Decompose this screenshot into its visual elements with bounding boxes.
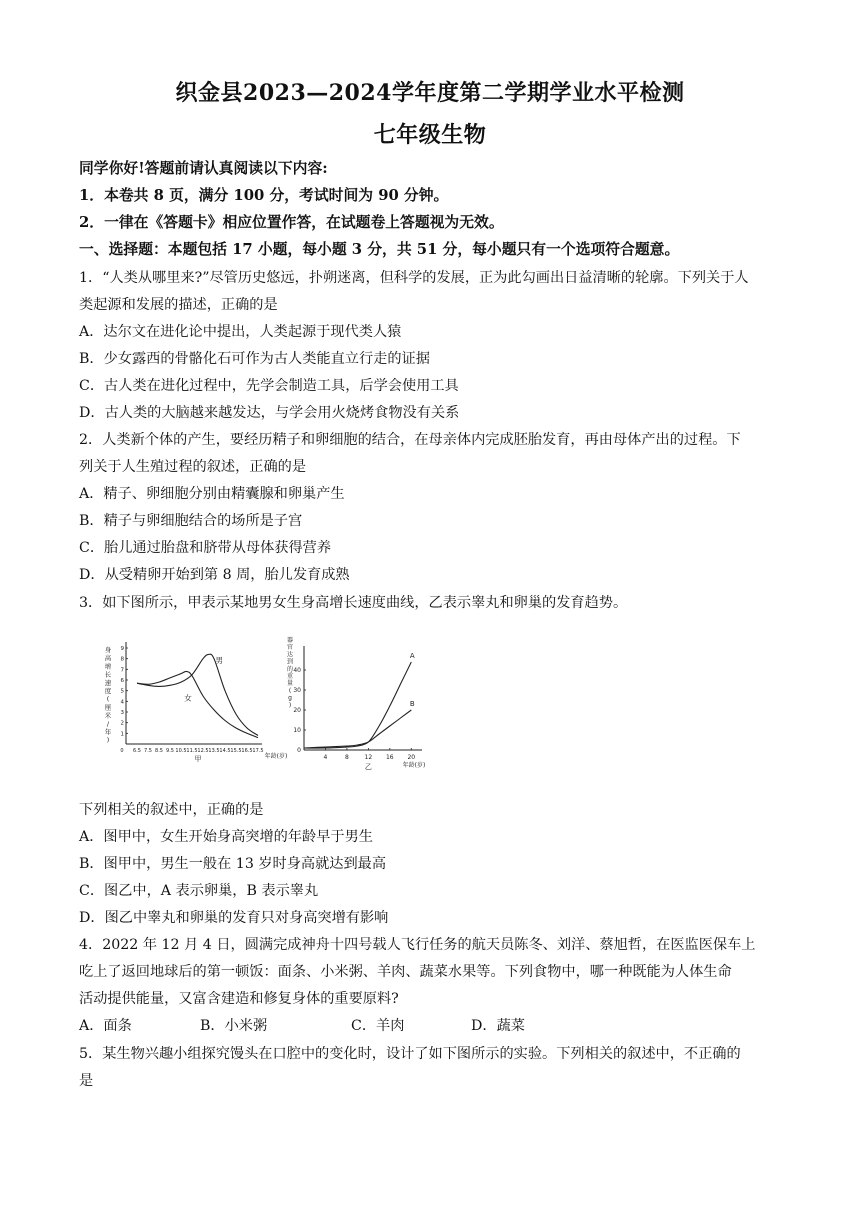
y-axis-label-char: 米 xyxy=(104,711,112,720)
q3-stem: 3．如下图所示，甲表示某地男女生身高增长速度曲线，乙表示睾丸和卵巢的发育趋势。 xyxy=(79,595,628,611)
x-tick-label: 16.5 xyxy=(241,748,253,754)
q1-option-a: A．达尔文在进化论中提出，人类起源于现代类人猿 xyxy=(79,324,402,340)
q4-option-d: D．蔬菜 xyxy=(471,1018,525,1034)
exam-title: 织金县2023—2024学年度第二学期学业水平检测 xyxy=(175,80,685,106)
q4-stem-line-3: 活动提供能量，又富含建造和修复身体的重要原料? xyxy=(79,991,399,1007)
x-tick-label: 14.5 xyxy=(219,748,231,754)
y-axis-label-char: 官 xyxy=(286,644,294,652)
y-tick-label: 2 xyxy=(120,720,124,727)
y-tick-label: 0 xyxy=(297,747,301,754)
y-axis-label-char: ( xyxy=(106,695,110,704)
x-tick-label: 13.5 xyxy=(208,748,220,754)
q3-option-b: B．图甲中，男生一般在 13 岁时身高就达到最高 xyxy=(79,856,387,872)
y-axis-label-char: 厘 xyxy=(104,703,112,712)
q4-stem-line-1: 4．2022 年 12 月 4 日，圆满完成神舟十四号载人飞行任务的航天员陈冬、刘洋、蔡旭哲，在医监医保车上 xyxy=(79,937,756,953)
y-axis-label-char: 年 xyxy=(104,728,112,736)
q2-stem-line-1: 2．人类新个体的产生，要经历精子和卵细胞的结合，在母亲体内完成胚胎发育，再由母体产出的过程。下 xyxy=(79,432,741,448)
q3-option-c: C．图乙中，A 表示卵巢，B 表示睾丸 xyxy=(79,883,319,899)
x-tick-label: 12 xyxy=(364,754,373,761)
q2-stem-line-2: 列关于人生殖过程的叙述，正确的是 xyxy=(79,459,307,475)
q3-option-d: D．图乙中睾丸和卵巢的发育只对身高突增有影响 xyxy=(79,910,389,926)
y-axis-label-char: ( xyxy=(288,687,292,695)
x-tick-label: 4 xyxy=(323,754,328,761)
y-axis-label-char: 器 xyxy=(286,637,294,644)
x-tick-label: 8 xyxy=(344,754,349,761)
y-axis-label-char: 达 xyxy=(286,651,294,659)
y-axis-label-char: / xyxy=(106,719,110,728)
y-tick-label: 6 xyxy=(120,678,124,684)
x-tick-label: 6.5 xyxy=(133,748,141,754)
q3-option-a: A．图甲中，女生开始身高突增的年龄早于男生 xyxy=(79,829,373,845)
y-axis-label-char: 长 xyxy=(104,670,112,679)
x-axis-label: 年龄(岁) xyxy=(402,762,426,769)
series-line-a xyxy=(304,662,411,748)
chart-height-growth xyxy=(100,632,290,777)
y-tick-label: 9 xyxy=(120,646,124,652)
y-tick-label: 7 xyxy=(120,667,124,674)
chart-organ-weight xyxy=(282,632,442,777)
x-tick-label: 7.5 xyxy=(144,748,152,754)
x-tick-label: 20 xyxy=(407,754,416,761)
y-axis-label-char: 度 xyxy=(104,687,112,695)
y-axis-label xyxy=(105,645,112,744)
q2-option-c: C．胎儿通过胎盘和脐带从母体获得营养 xyxy=(79,540,332,556)
x-tick-label: 10.5 xyxy=(175,748,187,754)
q5-stem-line-2: 是 xyxy=(79,1073,94,1089)
q4-option-a: A．面条 xyxy=(79,1018,132,1034)
q2-option-a: A．精子、卵细胞分别由精囊腺和卵巢产生 xyxy=(79,486,345,502)
x-tick-label: 12.5 xyxy=(197,748,209,754)
y-axis-label-char: ) xyxy=(288,701,292,709)
y-tick-label: 40 xyxy=(293,667,301,674)
y-axis-label-char: 量 xyxy=(286,680,294,688)
y-tick-label: 1 xyxy=(120,731,124,738)
x-tick-label: 16 xyxy=(385,754,394,761)
y-tick-label: 5 xyxy=(120,688,124,695)
series-line-male xyxy=(137,654,258,735)
exam-subtitle: 七年级生物 xyxy=(373,122,487,148)
q1-option-d: D．古人类的大脑越来越发达，与学会用火烧烤食物没有关系 xyxy=(79,405,460,421)
y-tick-label: 3 xyxy=(120,710,124,716)
chart-caption: 甲 xyxy=(194,755,202,763)
q1-stem-line-1: 1．“人类从哪里来?”尽管历史悠远，扑朔迷离，但科学的发展，正为此勾画出日益清晰的轮廓。下列关于人 xyxy=(79,270,749,286)
q4-option-b: B．小米粥 xyxy=(200,1018,268,1034)
y-axis-label xyxy=(287,636,293,709)
y-axis-label-char: 到 xyxy=(286,658,294,666)
series-label: 女 xyxy=(184,693,192,703)
q5-stem-line-1: 5．某生物兴趣小组探究馒头在口腔中的变化时，设计了如下图所示的实验。下列相关的叙述中，不正确的 xyxy=(79,1046,741,1062)
x-tick-label: 8.5 xyxy=(155,748,163,754)
x-tick-label: 11.5 xyxy=(186,748,198,754)
q3-lead: 下列相关的叙述中，正确的是 xyxy=(79,802,264,818)
x-axis-label: 年龄(岁) xyxy=(264,753,288,760)
notice-1: 1．本卷共 8 页，满分 100 分，考试时间为 90 分钟。 xyxy=(79,187,449,204)
chart-caption: 乙 xyxy=(364,763,372,771)
q4-option-c: C．羊肉 xyxy=(351,1018,405,1034)
y-axis-label-char: 增 xyxy=(104,662,112,671)
y-axis-label-char: 重 xyxy=(286,673,294,680)
x-tick-label: 0 xyxy=(120,748,124,754)
y-tick-label: 4 xyxy=(120,699,124,706)
series-line-female xyxy=(137,671,258,737)
y-axis-label-char: ) xyxy=(106,736,110,745)
series-line-b xyxy=(304,710,411,748)
y-axis-label-char: g xyxy=(288,694,292,702)
q1-stem-line-2: 类起源和发展的描述，正确的是 xyxy=(79,297,278,313)
q2-option-b: B．精子与卵细胞结合的场所是子宫 xyxy=(79,513,303,529)
x-tick-label: 9.5 xyxy=(166,748,174,754)
y-tick-label: 30 xyxy=(293,687,301,694)
section-1-heading: 一、选择题：本题包括 17 小题，每小题 3 分，共 51 分，每小题只有一个选项符合题意。 xyxy=(79,241,680,258)
y-tick-label: 8 xyxy=(120,656,124,663)
q1-option-b: B．少女露西的骨骼化石可作为古人类能直立行走的证据 xyxy=(79,351,430,367)
y-axis-label-char: 速 xyxy=(104,678,112,687)
series-label: A xyxy=(409,652,415,660)
notice-greeting: 同学你好!答题前请认真阅读以下内容: xyxy=(79,160,328,177)
y-tick-label: 10 xyxy=(293,727,301,734)
q2-option-d: D．从受精卵开始到第 8 周，胎儿发育成熟 xyxy=(79,567,350,583)
q4-stem-line-2: 吃上了返回地球后的第一顿饭：面条、小米粥、羊肉、蔬菜水果等。下列食物中，哪一种既能为人体生命 xyxy=(79,964,732,980)
y-tick-label: 20 xyxy=(293,707,301,714)
series-label: B xyxy=(409,700,415,708)
q4-options xyxy=(79,1013,599,1039)
x-tick-label: 15.5 xyxy=(230,748,242,754)
y-axis-label-char: 的 xyxy=(286,665,294,673)
y-axis-label-char: 高 xyxy=(104,654,112,663)
notice-2: 2．一律在《答题卡》相应位置作答，在试题卷上答题视为无效。 xyxy=(79,214,504,231)
q1-option-c: C．古人类在进化过程中，先学会制造工具，后学会使用工具 xyxy=(79,378,459,394)
x-tick-label: 17.5 xyxy=(252,748,264,754)
y-axis-label-char: 身 xyxy=(104,646,112,654)
series-label: 男 xyxy=(215,655,223,665)
